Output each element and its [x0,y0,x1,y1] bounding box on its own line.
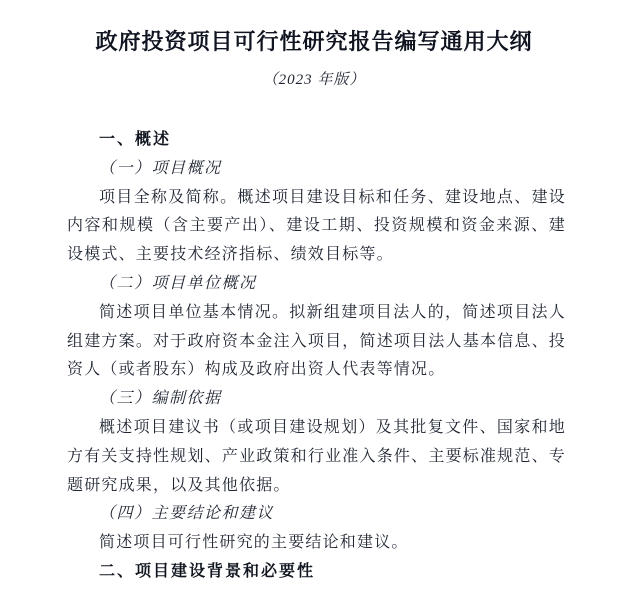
section-heading: 一、概述 [99,131,172,148]
body-paragraph: 项目全称及简称。概述项目建设目标和任务、建设地点、建设内容和规模（含主要产出）、建设工期、投资规模和资金来源、建设模式、主要技术经济指标、绩效目标等。 [67,188,566,264]
sub-section-heading: （一）项目概况 [99,159,222,177]
body-paragraph: 概述项目建议书（或项目建设规划）及其批复文件、国家和地方有关支持性规划、产业政策和行业准入条件、主要标准规范、专题研究成果，以及其他依据。 [67,418,566,494]
document-body [67,126,566,587]
sub-section-heading: （二）项目单位概况 [99,274,257,292]
page-title: 政府投资项目可行性研究报告编写通用大纲 [95,29,533,54]
sub-section-heading: （三）编制依据 [99,390,222,408]
body-paragraph: 简述项目单位基本情况。拟新组建项目法人的，简述项目法人组建方案。对于政府资本金注入项目，简述项目法人基本信息、投资人（或者股东）构成及政府出资人代表等情况。 [67,303,566,379]
body-paragraph: 简述项目可行性研究的主要结论和建议。 [99,534,409,552]
page-subtitle: （2023 年版） [262,72,366,88]
sub-section-heading: （四）主要结论和建议 [99,505,275,523]
section-heading: 二、项目建设背景和必要性 [99,562,316,580]
